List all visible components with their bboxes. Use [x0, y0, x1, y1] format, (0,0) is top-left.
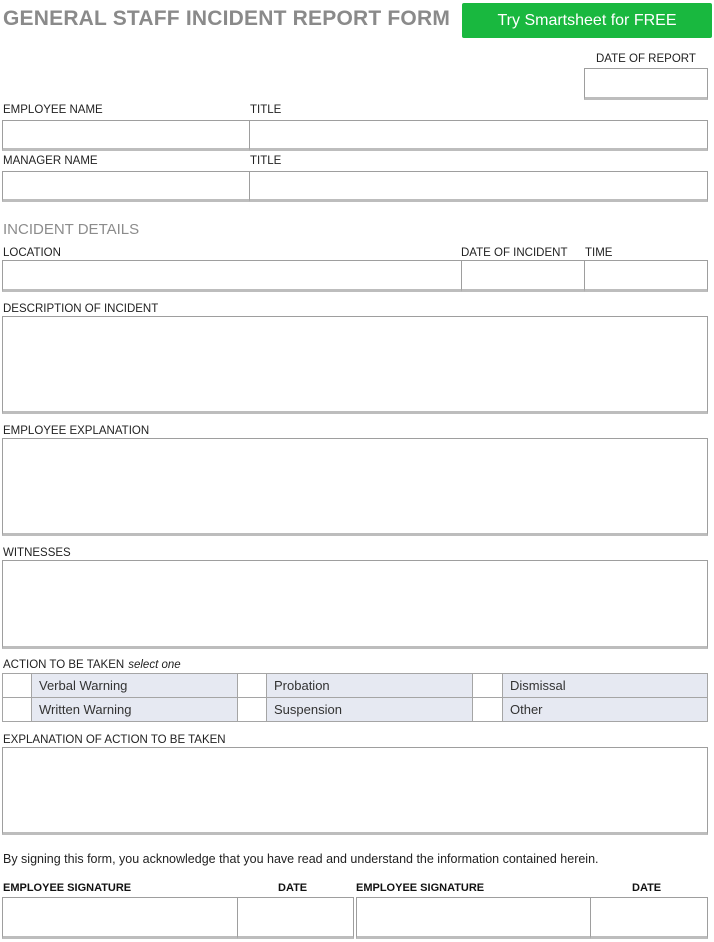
date-of-incident-label: DATE OF INCIDENT	[461, 247, 568, 259]
employee-signature-field-2[interactable]	[356, 897, 591, 939]
action-explanation-field[interactable]	[2, 747, 708, 835]
employee-title-field[interactable]	[249, 120, 708, 151]
employee-signature-field-1[interactable]	[2, 897, 238, 939]
description-label: DESCRIPTION OF INCIDENT	[3, 303, 159, 315]
probation-option[interactable]: Probation	[266, 673, 473, 698]
other-checkbox[interactable]	[472, 697, 503, 722]
form-title: GENERAL STAFF INCIDENT REPORT FORM	[3, 7, 451, 30]
witnesses-field[interactable]	[2, 560, 708, 649]
date-label-1: DATE	[278, 882, 308, 894]
date-label-2: DATE	[632, 882, 662, 894]
suspension-option[interactable]: Suspension	[266, 697, 473, 722]
date-of-report-field[interactable]	[584, 68, 708, 100]
try-smartsheet-button[interactable]: Try Smartsheet for FREE	[462, 3, 712, 38]
date-of-report-label: DATE OF REPORT	[596, 53, 696, 65]
date-of-incident-field[interactable]	[461, 260, 585, 292]
manager-name-field[interactable]	[2, 171, 250, 202]
written-warning-option[interactable]: Written Warning	[31, 697, 238, 722]
verbal-warning-option[interactable]: Verbal Warning	[31, 673, 238, 698]
action-label-text: ACTION TO BE TAKEN	[3, 659, 125, 671]
dismissal-checkbox[interactable]	[472, 673, 503, 698]
witnesses-label: WITNESSES	[3, 547, 71, 559]
suspension-checkbox[interactable]	[237, 697, 267, 722]
probation-checkbox[interactable]	[237, 673, 267, 698]
action-explanation-label: EXPLANATION OF ACTION TO BE TAKEN	[3, 734, 226, 746]
manager-title-field[interactable]	[249, 171, 708, 202]
location-label: LOCATION	[3, 247, 61, 259]
written-warning-checkbox[interactable]	[2, 697, 32, 722]
time-field[interactable]	[584, 260, 708, 292]
employee-name-label: EMPLOYEE NAME	[3, 104, 103, 116]
other-option[interactable]: Other	[502, 697, 708, 722]
employee-name-field[interactable]	[2, 120, 250, 151]
date-field-1[interactable]	[237, 897, 354, 939]
employee-title-label: TITLE	[250, 104, 282, 116]
action-hint: select one	[128, 659, 181, 671]
time-label: TIME	[585, 247, 613, 259]
date-field-2[interactable]	[590, 897, 708, 939]
employee-explanation-field[interactable]	[2, 438, 708, 536]
incident-details-heading: INCIDENT DETAILS	[3, 221, 140, 238]
manager-title-label: TITLE	[250, 155, 282, 167]
action-label	[3, 659, 181, 671]
employee-signature-label-2: EMPLOYEE SIGNATURE	[356, 882, 485, 894]
employee-signature-label-1: EMPLOYEE SIGNATURE	[3, 882, 132, 894]
verbal-warning-checkbox[interactable]	[2, 673, 32, 698]
dismissal-option[interactable]: Dismissal	[502, 673, 708, 698]
manager-name-label: MANAGER NAME	[3, 155, 98, 167]
description-field[interactable]	[2, 316, 708, 414]
location-field[interactable]	[2, 260, 462, 292]
employee-explanation-label: EMPLOYEE EXPLANATION	[3, 425, 150, 437]
acknowledgement-text: By signing this form, you acknowledge that you have read and understand the information contained herein.	[3, 852, 599, 866]
